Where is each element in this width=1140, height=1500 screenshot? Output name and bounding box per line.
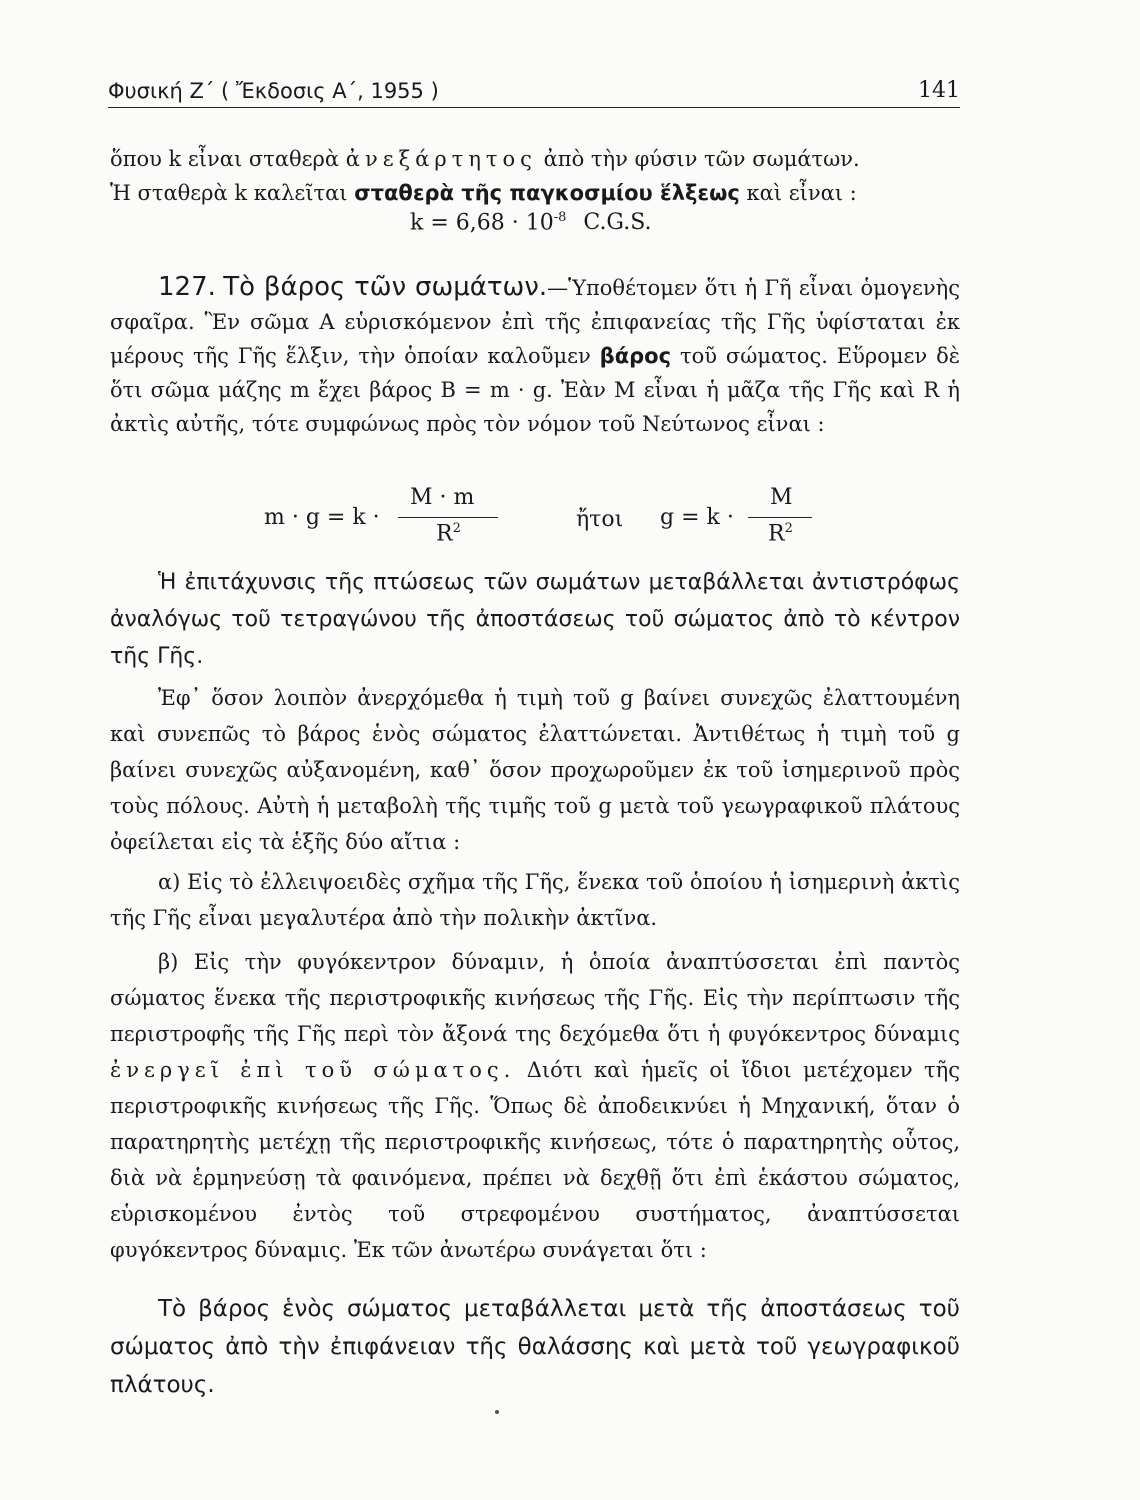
- formula-numerator-1: M · m: [410, 485, 475, 510]
- acceleration-paragraph: [110, 564, 960, 675]
- height-variation-text: Ἐφ᾽ ὅσον λοιπὸν ἀνερχόμεθα ἡ τιμὴ τοῦ g βαίνει συνεχῶς ἐλαττουμένη καὶ συνεπῶς τὸ βάρος ἑνὸς σώματος ἐλαττώνεται. Ἀντιθέτως ἡ τιμὴ τοῦ g βαίνει συνεχῶς αὐξανομένη, καθ᾽ ὅσον προχωροῦμεν ἐκ τοῦ ἰσημερινοῦ πρὸς τοὺς πόλους. Αὐτὴ ἡ μεταβολὴ τῆς τιμῆς τοῦ g μετὰ τοῦ γεωγραφικοῦ πλάτους ὀφείλεται εἰς τὰ ἑξῆς δύο αἴτια :: [110, 686, 960, 854]
- cause-b: [110, 944, 960, 1268]
- constant-exponent: -8: [553, 210, 567, 225]
- running-header: [108, 78, 960, 108]
- height-paragraph: [110, 680, 960, 1268]
- constant-unit: C.G.S.: [583, 210, 652, 236]
- cause-b-text-b: Διότι καὶ ἡμεῖς οἱ ἴδιοι μετέχομεν τῆς περιστροφικῆς κινήσεως τῆς Γῆς. Ὅπως δὲ ἀποδεικνύει ἡ Μηχανική, ὅταν ὁ παρατηρητὴς μετέχῃ τῆς περιστροφικῆς κινήσεως, τότε ὁ παρατηρητὴς οὗτος, διὰ νὰ ἑρμηνεύσῃ τὰ φαινόμενα, πρέπει νὰ δεχθῇ ὅτι ἐπὶ ἑκάστου σώματος, εὑρισκομένου ἐντὸς τοῦ στρεφομένου συστήματος, ἀναπτύσσεται φυγόκεντρος δύναμις. Ἐκ τῶν ἀνωτέρω συνάγεται ὅτι :: [110, 1058, 960, 1262]
- section-text-b: τοῦ σώματος. Εὕρομεν δὲ ὅτι σῶμα μάζης m ἔχει βάρος Β = m · g. Ἐὰν Μ εἶναι ἡ μᾶζα τῆς Γῆς καὶ R ἡ ἀκτὶς αὐτῆς, τότε συμφώνως πρὸς τὸν νόμον τοῦ Νεύτωνος εἶναι :: [110, 344, 960, 436]
- newton-formula: [250, 485, 850, 555]
- cause-a: α) Εἰς τὸ ἐλλειψοειδὲς σχῆμα τῆς Γῆς, ἕνεκα τοῦ ὁποίου ἡ ἰσημερινὴ ἀκτὶς τῆς Γῆς εἶναι μεγαλυτέρα ἀπὸ τὴν πολικὴν ἀκτῖνα.: [110, 870, 960, 930]
- print-speck: [495, 1410, 499, 1414]
- section-number: 127.: [158, 272, 216, 302]
- acceleration-statement: Ἡ ἐπιτάχυνσις τῆς πτώσεως τῶν σωμάτων μεταβάλλεται ἀντιστρόφως ἀναλόγως τοῦ τετραγώνου τῆς ἀποστάσεως τοῦ σώματος ἀπὸ τὸ κέντρον τῆς Γῆς.: [110, 570, 960, 669]
- formula-rhs: g = k ·: [660, 505, 734, 530]
- formula-denominator-2: $R^2$: [768, 521, 793, 547]
- formula-lhs: m · g = k ·: [264, 505, 380, 530]
- intro-text-d: καὶ εἶναι :: [746, 181, 857, 205]
- section-127: [110, 270, 960, 441]
- intro-paragraph: [110, 142, 960, 210]
- intro-text-c: Ἡ σταθερὰ k καλεῖται: [110, 181, 348, 205]
- intro-text-a: ὅπου k εἶναι σταθερὰ: [110, 147, 340, 171]
- section-title: Τὸ βάρος τῶν σωμάτων.: [223, 272, 548, 302]
- spaced-word-independent: ἀνεξάρτητος: [345, 147, 537, 171]
- section-127-paragraph: [110, 270, 960, 441]
- conclusion-statement: Τὸ βάρος ἑνὸς σώματος μεταβάλλεται μετὰ τῆς ἀποστάσεως τοῦ σώματος ἀπὸ τὴν ἐπιφάνειαν τῆς θαλάσσης καὶ μετὰ τοῦ γεωγραφικοῦ πλάτους.: [110, 1296, 960, 1398]
- constant-equation: [410, 210, 652, 235]
- spaced-phrase-acts-on-body: ἐνεργεῖ ἐπὶ τοῦ σώματος.: [110, 1058, 516, 1082]
- page-number: 141: [918, 78, 960, 103]
- constant-value: k = 6,68 · 10: [410, 210, 554, 236]
- fraction-bar-2: [748, 517, 812, 518]
- intro-line-1: [110, 142, 960, 176]
- section-text-a: —Ὑποθέτομεν ὅτι ἡ Γῆ εἶναι ὁμογενὴς σφαῖρα. Ἓν σῶμα Α εὑρισκόμενον ἐπὶ τῆς ἐπιφανείας τῆς Γῆς ὑφίσταται ἐκ μέρους τῆς Γῆς ἕλξιν, τὴν ὁποίαν καλοῦμεν: [110, 276, 960, 368]
- formula-denominator-1: $R^2$: [436, 521, 461, 547]
- cause-b-text-a: β) Εἰς τὴν φυγόκεντρον δύναμιν, ἡ ὁποία ἀναπτύσσεται ἐπὶ παντὸς σώματος ἕνεκα τῆς περιστροφικῆς κινήσεως τῆς Γῆς. Εἰς τὴν περίπτωσιν τῆς περιστροφῆς τῆς Γῆς περὶ τὸν ἄξονά της δεχόμεθα ὅτι ἡ φυγόκεντρος δύναμις: [110, 950, 960, 1046]
- fraction-bar-1: [398, 517, 498, 518]
- intro-line-2: [110, 176, 960, 210]
- running-title: Φυσική Ζ΄ ( Ἔκδοσις Α΄, 1955 ): [108, 79, 439, 103]
- formula-numerator-2: M: [770, 485, 793, 510]
- term-weight: βάρος: [599, 344, 672, 368]
- intro-text-b: ἀπὸ τὴν φύσιν τῶν σωμάτων.: [543, 147, 860, 171]
- formula-connector: ἤτοι: [576, 507, 624, 532]
- conclusion-paragraph: [110, 1290, 960, 1404]
- term-gravitational-constant: σταθερὰ τῆς παγκοσμίου ἕλξεως: [354, 181, 740, 205]
